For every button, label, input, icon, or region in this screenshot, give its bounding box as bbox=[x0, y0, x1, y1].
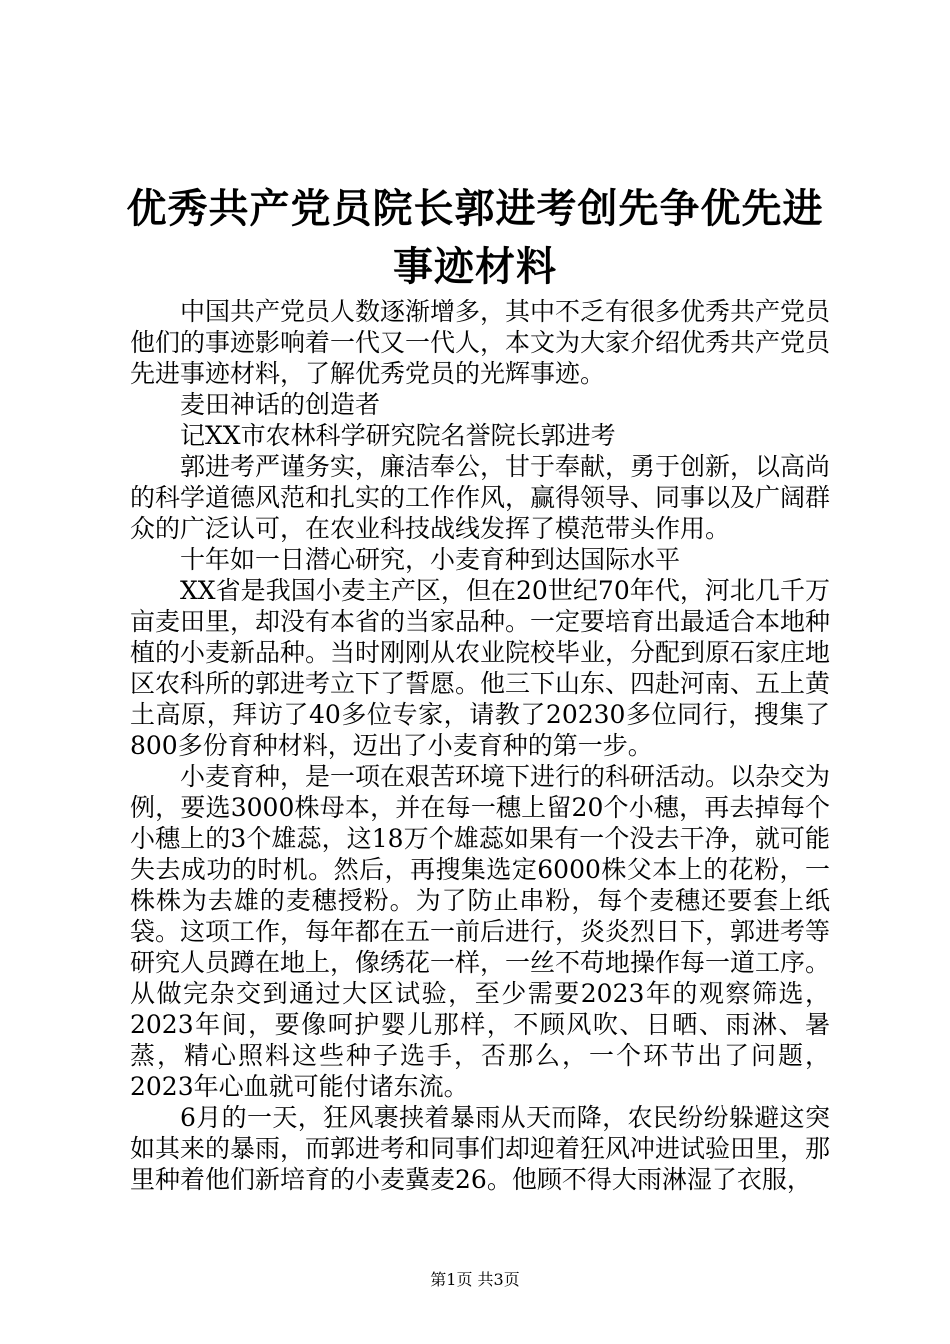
page-number-footer: 第1页 共3页 bbox=[430, 1270, 520, 1289]
paragraph-body: 小麦育种，是一项在艰苦环境下进行的科研活动。以杂交为例，要选3000株母本，并在每一穗上留20个小穗，再去掉每个小穗上的3个雄蕊，这18万个雄蕊如果有一个没去干净，就可能失去成功的时机。然后，再搜集选定6000株父本上的花粉，一株株为去雄的麦穗授粉。为了防止串粉，每个麦穗还要套上纸袋。这项工作，每年都在五一前后进行，炎炎烈日下，郭进考等研究人员蹲在地上，像绣花一样，一丝不苟地操作每一道工序。从做完杂交到通过大区试验，至少需要2023年的观察筛选，2023年间，要像呵护婴儿那样，不顾风吹、日晒、雨淋、暑蒸，精心照料这些种子选手，否那么，一个环节出了问题，2023年心血就可能付诸东流。 bbox=[130, 762, 831, 1101]
paragraph-section-heading: 十年如一日潜心研究，小麦育种到达国际水平 bbox=[180, 545, 681, 574]
paragraph-intro: 中国共产党员人数逐渐增多，其中不乏有很多优秀共产党员他们的事迹影响着一代又一代人，本文为大家介绍优秀共产党员先进事迹材料，了解优秀党员的光辉事迹。 bbox=[130, 297, 831, 388]
paragraph-summary: 郭进考严谨务实，廉洁奉公，甘于奉献，勇于创新，以高尚的科学道德风范和扎实的工作作风，赢得领导、同事以及广阔群众的广泛认可，在农业科技战线发挥了模范带头作用。 bbox=[130, 452, 831, 543]
paragraph-subheading: 记XX市农林科学研究院名誉院长郭进考 bbox=[180, 421, 616, 450]
paragraph-heading: 麦田神话的创造者 bbox=[180, 390, 381, 419]
document-body bbox=[130, 296, 830, 1195]
paragraph-body: 6月的一天，狂风裹挟着暴雨从天而降，农民纷纷躲避这突如其来的暴雨，而郭进考和同事们却迎着狂风冲进试验田里，那里种着他们新培育的小麦冀麦26。他顾不得大雨淋湿了衣服， bbox=[130, 1103, 831, 1194]
paragraph-body: XX省是我国小麦主产区，但在20世纪70年代，河北几千万亩麦田里，却没有本省的当家品种。一定要培育出最适合本地种植的小麦新品种。当时刚刚从农业院校毕业，分配到原石家庄地区农科所的郭进考立下了誓愿。他三下山东、四赴河南、五上黄土高原，拜访了40多位专家，请教了20230多位同行，搜集了800多份育种材料，迈出了小麦育种的第一步。 bbox=[130, 576, 831, 760]
document-title: 优秀共产党员院长郭进考创先争优先进事迹材料 bbox=[126, 185, 824, 290]
